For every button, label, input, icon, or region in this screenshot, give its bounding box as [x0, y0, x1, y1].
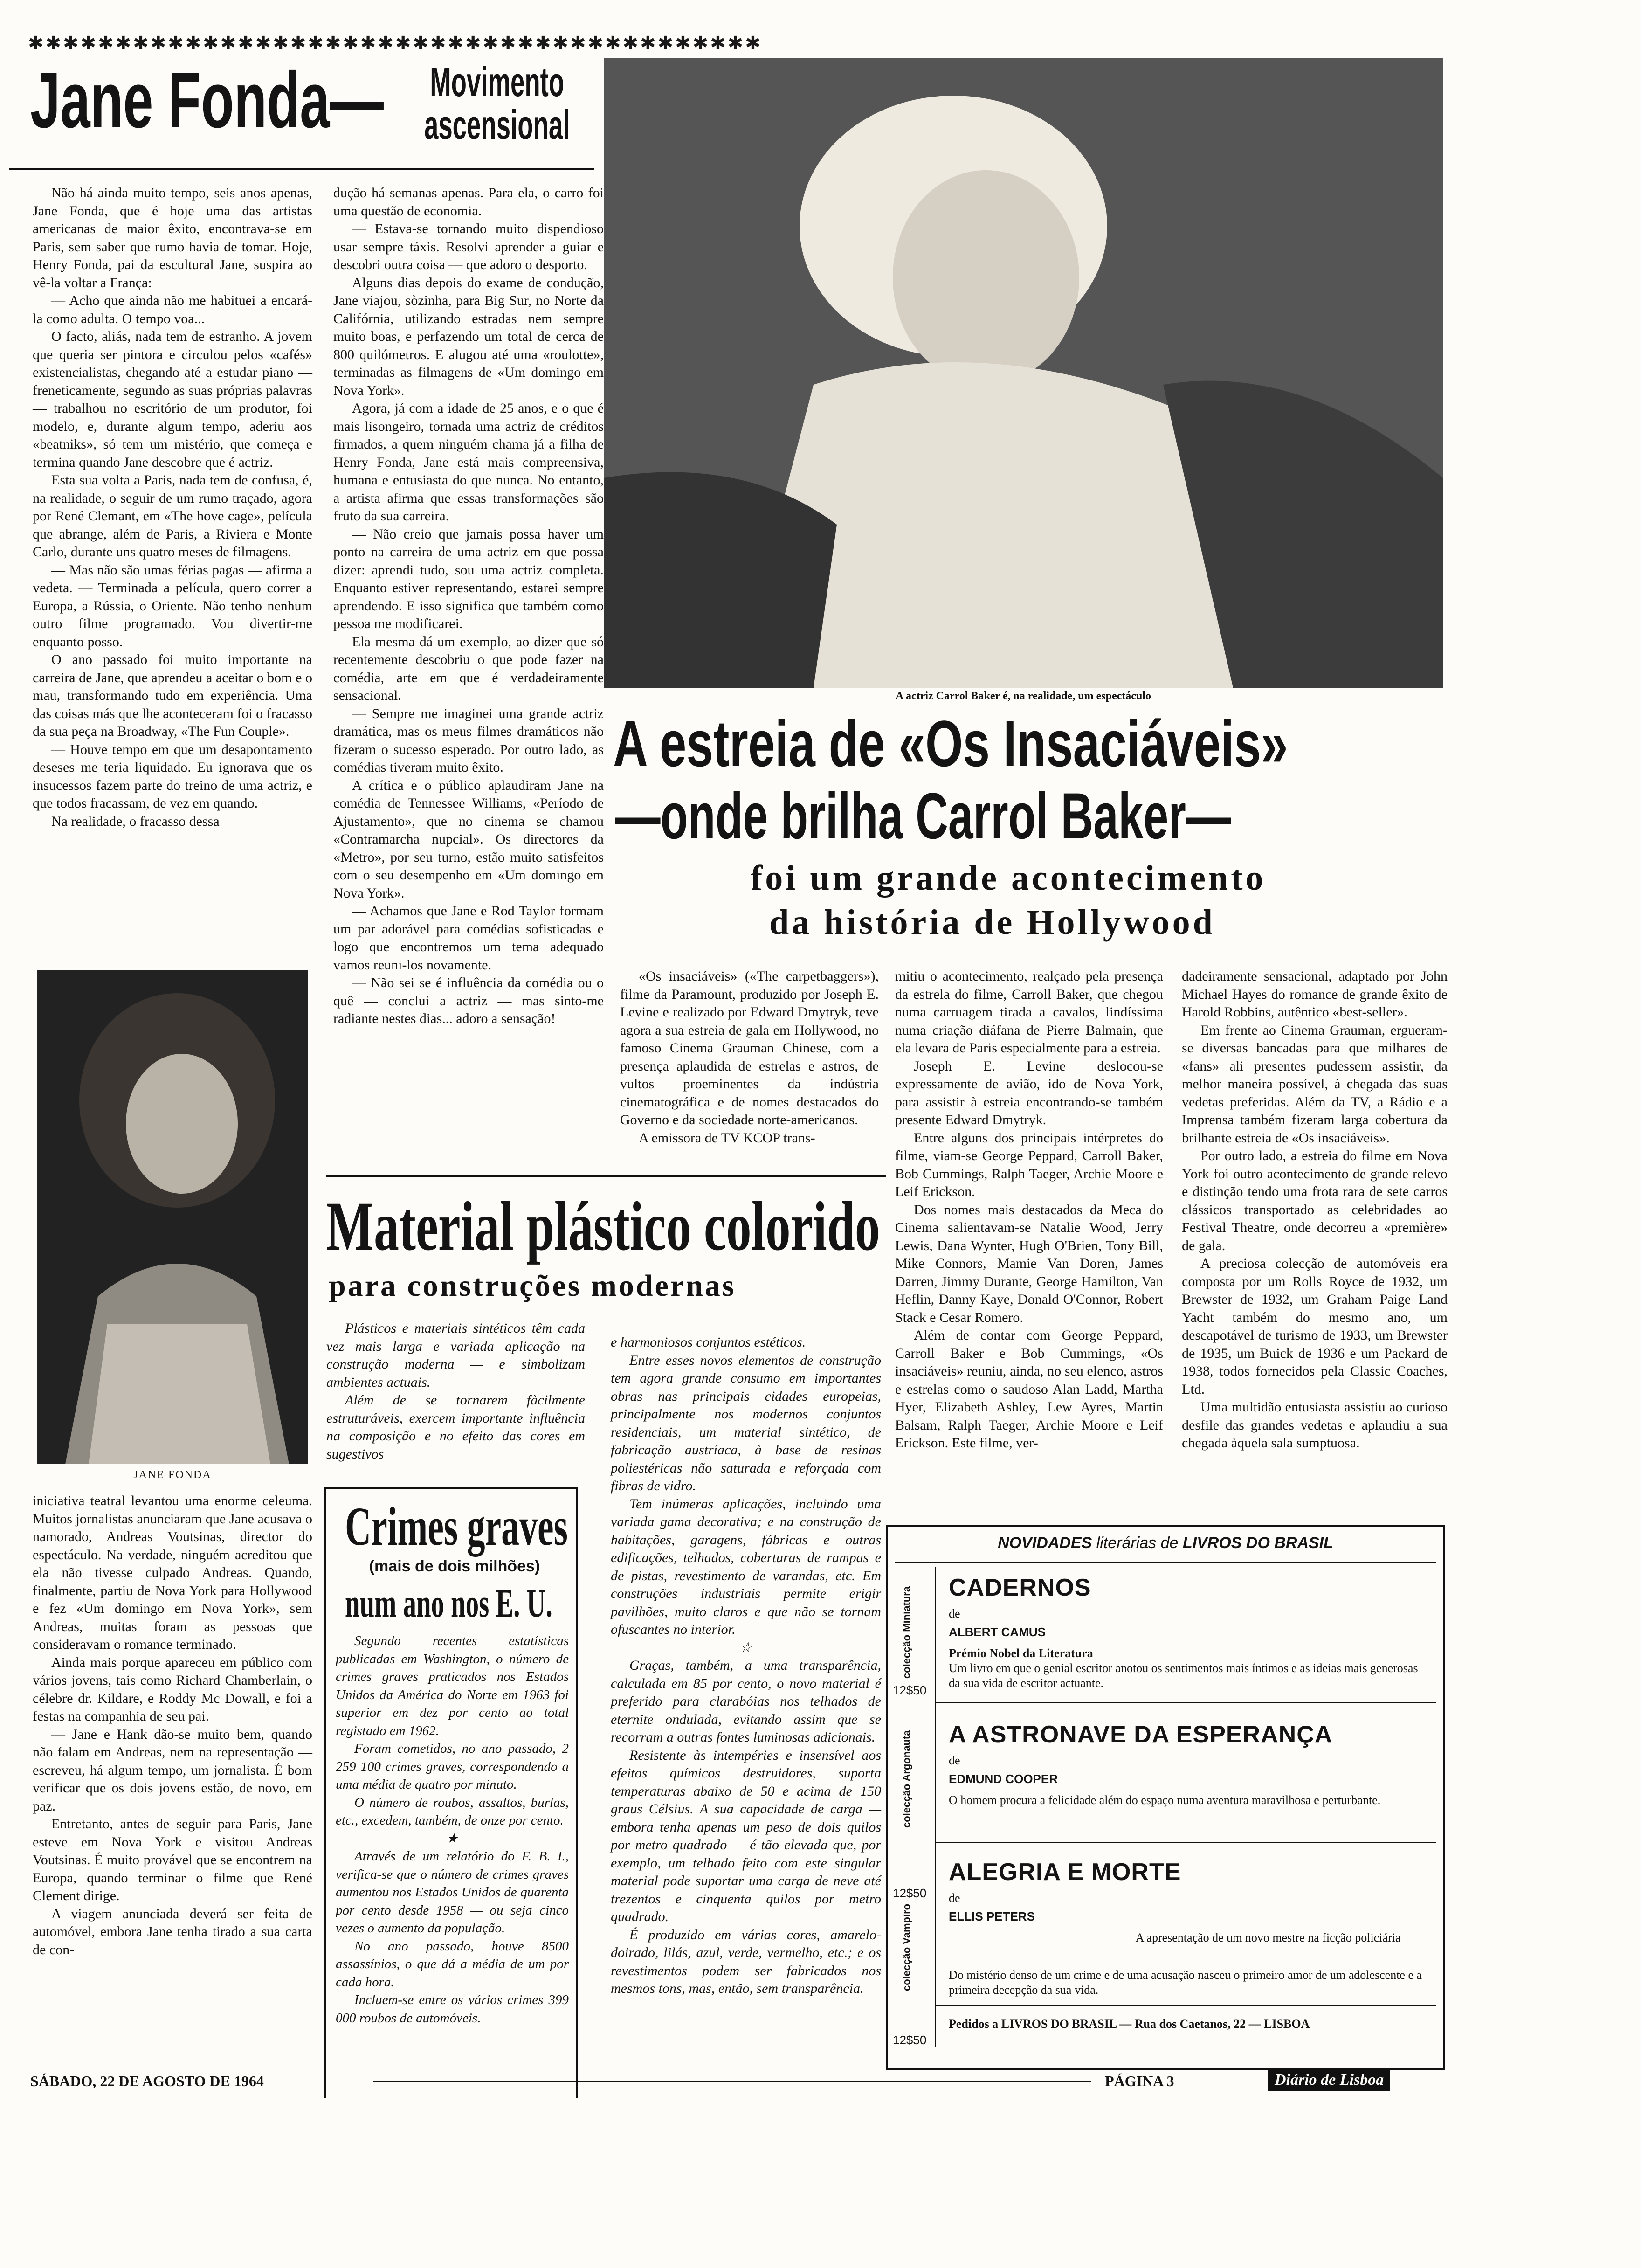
footer-date: SÁBADO, 22 DE AGOSTO DE 1964 [30, 2073, 264, 2089]
paragraph: Foram cometidos, no ano passado, 2 259 100 crimes graves, correspondendo a uma média de quatro por minuto. [336, 1741, 569, 1792]
baker-headline-1: A estreia de «Os Insaciáveis» [613, 707, 1288, 780]
paragraph: Alguns dias depois do exame de condução, Jane viajou, sòzinha, para Big Sur, no Norte da Califórnia, utilizando estradas nem sempre muito boas, e perfazendo um total de cerca de 800 quilómetros. E alugou até uma «roulotte», terminadas as filmagens de «Um domingo em Nova York». [333, 275, 604, 398]
books-order-line [949, 2017, 1310, 2032]
plastic-column-1 [326, 1320, 585, 1501]
book-note-policiaria: A apresentação de um novo mestre na ficção policiária [1135, 1931, 1401, 1944]
baker-subhead-2: da história de Hollywood [769, 903, 1215, 942]
paragraph: — Achamos que Jane e Rod Taylor formam um par adorável para comédias sofisticadas e logo que encontremos um tema adequado vamos reuni-los novamente. [333, 903, 604, 973]
paragraph: A emissora de TV KCOP trans- [639, 1130, 815, 1146]
paragraph: — Jane e Hank dão-se muito bem, quando não falam em Andreas, nem na representação — escreveu, há algum tempo, um jornalista. É bom verificar que os dois jovens estão, de novo, em paz. [33, 1726, 312, 1814]
price-miniatura: 12$50 [893, 1683, 927, 1697]
paragraph: — Estava-se tornando muito dispendioso usar sempre táxis. Resolvi aprender a guiar e descobri outra coisa — que adoro o desporto. [333, 221, 604, 272]
paragraph: O facto, aliás, nada tem de estranho. A jovem que queria ser pintora e circulou pelos «cafés» existencialistas, chegando até a estudar piano — freneticamente, segundo as suas próprias palavras — trabalhou no escritório de um produtor, foi modelo, e, durante algum tempo, aderiu aos «beatniks», só tem um mistério, que começa e termina quando Jane descobre que é actriz. [33, 329, 312, 470]
paragraph: «Os insaciáveis» («The carpetbaggers»), filme da Paramount, produzido por Joseph E. Levine e realizado por Edward Dmytryk, teve agora a sua estreia de gala em Hollywood, no famoso Cinema Grauman Chinese, com a presença aplaudida de estrelas e astros, de vultos proeminentes da indústria cinematográfica e de nomes destacados do Governo e da sociedade norte-americanos. [620, 968, 879, 1127]
crimes-body [336, 1632, 569, 2098]
paragraph: — Sempre me imaginei uma grande actriz dramática, mas os meus filmes dramáticos não fizeram o sucesso esperado. Por outro lado, as comédias tiveram muito êxito. [333, 705, 604, 775]
book-divider [935, 1702, 1436, 1703]
paragraph: Plásticos e materiais sintéticos têm cada vez mais larga e variada aplicação na construção moderna — e simbolizam ambientes actuais. [326, 1321, 585, 1390]
paragraph: Por outro lado, a estreia do filme em Nova York foi outro acontecimento de grande relevo e distinção tendo uma frota rara de sete carros clássicos transportado as celebridades ao Festival Theatre, onde decorreu a «première» de gala. [1182, 1148, 1448, 1253]
paragraph: — Acho que ainda não me habituei a encará-la como adulta. O tempo voa... [33, 293, 312, 326]
headline-jane-fonda: Jane Fonda [30, 56, 330, 145]
headline-subtitle [424, 61, 570, 146]
paragraph: Na realidade, o fracasso dessa [51, 813, 220, 829]
price-vampiro: 12$50 [893, 2033, 927, 2047]
paragraph: Em frente ao Cinema Grauman, ergueram-se diversas bancadas para que milhares de «fans» ali presentes pudessem assistir, da melhor maneira possível, à chegada das suas vedetas preferidas. Além da TV, a Rádio e a Imprensa também fizeram larga cobertura da brilhante estreia de «Os insaciáveis». [1182, 1022, 1448, 1146]
fonda-column-2 [333, 184, 604, 1149]
crimes-headline-3: num ano nos E. U. [345, 1581, 552, 1625]
book-desc-astronave: O homem procura a felicidade além do espaço numa aventura maravilhosa e perturbante. [949, 1793, 1381, 1807]
star-separator: ☆ [739, 1639, 752, 1655]
paragraph: Uma multidão entusiasta assistiu ao curioso desfile das grandes vedetas e aplaudiu a sua chegada àquela sala sumptuosa. [1182, 1399, 1448, 1451]
book-divider [935, 2005, 1436, 2006]
books-side-rule [935, 1567, 936, 2047]
paragraph: mitiu o acontecimento, realçado pela presença da estrela do filme, Carroll Baker, que chegou numa carruagem tirada a cavalos, lindíssima numa criação diáfana de Pierre Balmain, que ela levara de Paris especialmente para a estreia. [895, 968, 1163, 1056]
books-header-brand: LIVROS DO BRASIL [1182, 1534, 1333, 1552]
book-author-cooper: EDMUND COOPER [949, 1772, 1058, 1786]
paragraph: — Mas não são umas férias pagas — afirma a vedeta. — Terminada a película, quero correr a Europa, a Rússia, o Oriente. Não tenho nenhum outro filme programado. Vou divertir-me enquanto posso. [33, 562, 312, 650]
book-divider [935, 1842, 1436, 1843]
paragraph: dução há semanas apenas. Para ela, o carro foi uma questão de economia. [333, 185, 604, 219]
paragraph: e harmoniosos conjuntos estéticos. [611, 1335, 806, 1350]
footer-rule [373, 2081, 1091, 2082]
paragraph: Esta sua volta a Paris, nada tem de confusa, é, na realidade, o seguir de um rumo traçado, agora por René Clemant, em «The hove cage», película que abrange, além de Paris, a Riviera e Monte Carlo, durante uns quatro meses de filmagens. [33, 472, 312, 560]
paragraph: É produzido em várias cores, amarelo-doirado, lilás, azul, verde, vermelho, etc.; e os revestimentos podem ser fabricados nos mesmos tons, mas, então, sem transparência. [611, 1927, 881, 1996]
book-title-alegria: ALEGRIA E MORTE [949, 1859, 1181, 1886]
book-title-astronave: A ASTRONAVE DA ESPERANÇA [949, 1721, 1333, 1748]
plastic-rule [326, 1175, 886, 1177]
paragraph: Dos nomes mais destacados da Meca do Cinema salientavam-se Natalie Wood, Jerry Lewis, Dana Wynter, Hugh O'Brien, Tony Bill, Mike Connors, Mamie Van Doren, James Darren, Jimmy Durante, George Hamilton, Van Heflin, Danny Kaye, Donald O'Connor, Robert Stack e Cesar Romero. [895, 1202, 1163, 1325]
paragraph: Incluem-se entre os vários crimes 399 000 roubos de automóveis. [336, 1992, 569, 2026]
books-header-prefix: NOVIDADES [998, 1534, 1092, 1552]
book-desc-alegria: Do mistério denso de um crime e de uma acusação nasceu o primeiro amor de um adolescente e a primeira decepção da sua vida. [949, 1968, 1422, 1997]
paragraph: — Não creio que jamais possa haver um ponto na carreira de uma actriz em que possa dizer: aprendi tudo, sou uma actriz completa. Enquanto estiver representando, estarei sempre aprendendo. E isso significa que também como pessoa me modificarei. [333, 526, 604, 631]
headline-dash: — [330, 56, 384, 145]
paragraph: — Não sei se é influência da comédia ou o quê — conclui a actriz — mas sinto-me radiante nestes dias... adoro a sensação! [333, 975, 604, 1026]
book-de: de [949, 1891, 960, 1905]
book-de: de [949, 1754, 960, 1767]
coleccao-miniatura-label: colecção Miniatura [901, 1586, 912, 1679]
masthead-badge: Diário de Lisboa [1268, 2069, 1390, 2091]
carrol-baker-photo [604, 58, 1443, 688]
paragraph: Ela mesma dá um exemplo, ao dizer que só recentemente descobriu o que pode fazer na comédia, arte em que é verdadeiramente sensacional. [333, 634, 604, 703]
paragraph: Entre esses novos elementos de construção tem agora grande consumo em importantes obras nas principais cidades europeias, principalmente nos modernos conjuntos residenciais, um material sintético, de fabricação austríaca, à base de resinas poliestéricas não saturada e reforçada com fibras de vidro. [611, 1352, 881, 1494]
coleccao-argonauta-label: colecção Argonauta [901, 1730, 912, 1828]
baker-subhead-1: foi um grande acontecimento [751, 858, 1266, 898]
book-author-peters: ELLIS PETERS [949, 1909, 1035, 1923]
star-border-top: ✱✱✱✱✱✱✱✱✱✱✱✱✱✱✱✱✱✱✱✱✱✱✱✱✱✱✱✱✱✱✱✱✱✱✱✱✱✱✱✱✱✱ [28, 33, 763, 54]
paragraph: No ano passado, houve 8500 assassínios, o que dá a média de um por cada hora. [336, 1938, 569, 1990]
paragraph: Tem inúmeras aplicações, incluindo uma variada gama decorativa; e na construção de habitações, garagens, fábricas e outras edificações, telhados, coberturas de rampas e de pistas, revestimento de varandas, etc. Em construções industriais permite erigir pavilhões, muito claros e que não se tornam ofuscantes no interior. [611, 1496, 881, 1637]
carrol-baker-portrait-illustration [604, 58, 1443, 688]
books-header-rule [895, 1562, 1436, 1563]
paragraph: A crítica e o público aplaudiram Jane na comédia de Tennessee Williams, «Período de Ajustamento», que no cinema se chamou «Contramarcha nupcial». Os directores da «Metro», por seu turno, estão muito satisfeitos com o seu desempenho em «Um domingo em Nova York». [333, 777, 604, 901]
paragraph: Agora, já com a idade de 25 anos, e o que é mais lisongeiro, tornada uma actriz de créditos firmados, a quem ninguém chama já a filha de Henry Fonda, Jane está mais compreensiva, humana e entusiasta do que nunca. No entanto, a artista afirma que essas transformações são fruto da sua carreira. [333, 401, 604, 524]
footer-page-number: PÁGINA 3 [1105, 2073, 1174, 2089]
paragraph: Resistente às intempéries e insensível aos efeitos químicos destruidores, suporta temperaturas abaixo de 50 e acima de 150 graus Célsius. A sua capacidade de carga — embora tenha apenas um peso de dois quilos por metro quadrado — é tão elevada que, por exemplo, um telhado feito com este singular material pode suportar uma carga de neve até trezentos e cinquenta quilos por metro quadrado. [611, 1747, 881, 1924]
plastic-headline: Material plástico colorido [326, 1188, 880, 1265]
page-title [30, 56, 384, 145]
jane-fonda-caption: JANE FONDA [133, 1469, 212, 1481]
paragraph: Entretanto, antes de seguir para Paris, Jane esteve em Nova York e visitou Andreas Voutsinas. É muito provável que se encontrem na Europa, quando terminar o filme que René Clement dirige. [33, 1816, 312, 1903]
jane-fonda-portrait-illustration [37, 970, 308, 1464]
books-header [893, 1534, 1438, 1552]
subtitle-line-1: Movimento [430, 59, 565, 105]
baker-column-2 [895, 968, 1163, 1508]
baker-column-1 [620, 968, 879, 1173]
paragraph: Através de um relatório do F. B. I., verifica-se que o número de crimes graves aumentou nos Estados Unidos de quarenta por cento desde 1958 — ou seja cinco vezes o aumento da população. [336, 1849, 569, 1936]
fonda-column-1-lower [33, 1492, 312, 2070]
paragraph: Além de se tornarem fàcilmente estruturáveis, exercem importante influência na composição e no efeito das cores em sugestivos [326, 1392, 585, 1462]
paragraph: — Houve tempo em que um desapontamento deseses me teria liquidado. Eu ignorava que os insucessos fazem parte do treino de uma actriz, e que todos fracassam, de vez em quando. [33, 741, 312, 811]
baker-headline-2: —onde brilha Carrol Baker— [615, 779, 1231, 852]
coleccao-vampiro-label: colecção Vampiro [901, 1903, 912, 1991]
book-desc-cadernos: Um livro em que o genial escritor anotou os sentimentos mais íntimos e as ideias mais generosas da sua vida de escritor actuante. [949, 1661, 1418, 1690]
plastic-subhead: para construções modernas [329, 1269, 736, 1303]
paragraph: O ano passado foi muito importante na carreira de Jane, que aprendeu a aceitar o bom e o mau, transformando tudo em experiência. Uma das coisas más que lhe aconteceram foi o fracasso da sua peça na Broadway, «The Fun Couple». [33, 652, 312, 739]
plastic-column-2 [611, 1334, 881, 2098]
paragraph: O número de roubos, assaltos, burlas, etc., excedem, também, de onze por cento. [336, 1795, 569, 1828]
price-argonauta: 12$50 [893, 1886, 927, 1900]
book-note-nobel: Prémio Nobel da Literatura [949, 1646, 1093, 1660]
carrol-baker-caption: A actriz Carrol Baker é, na realidade, um espectáculo [896, 690, 1151, 702]
books-order-prefix: Pedidos a [949, 2017, 999, 2031]
jane-fonda-photo [37, 970, 308, 1464]
paragraph: dadeiramente sensacional, adaptado por John Michael Hayes do romance de grande êxito de Harold Robbins, autêntico «best-seller». [1182, 968, 1448, 1020]
paragraph: Além de contar com George Peppard, Carroll Baker e Bob Cummings, «Os insaciáveis» reuniu, ainda, no seu elenco, astros e estrelas como o saudoso Alan Ladd, Martha Hyer, Elizabeth Ashley, Lew Ayres, Martin Balsam, Ralph Taeger, Archie Moore e Leif Erickson. Este filme, ver- [895, 1328, 1163, 1451]
books-header-mid: literárias de [1096, 1534, 1179, 1552]
book-de: de [949, 1607, 960, 1620]
paragraph: Graças, também, a uma transparência, calculada em 85 por cento, o novo material é preferido para clarabóias nos telhados de eternite ondulada, evitando assim que se recorram a outras fontes luminosas adicionais. [611, 1658, 881, 1745]
paragraph: A viagem anunciada deverá ser feita de automóvel, embora Jane tenha tirado a sua carta de con- [33, 1906, 312, 1957]
headline-rule [9, 168, 594, 170]
crimes-headline-1: Crimes graves [345, 1496, 568, 1557]
crimes-headline-2: (mais de dois milhões) [369, 1557, 540, 1575]
book-title-cadernos: CADERNOS [949, 1574, 1091, 1601]
subtitle-line-2: ascensional [424, 102, 570, 148]
paragraph: Ainda mais porque apareceu em público com vários jovens, tais como Richard Chamberlain, o célebre dr. Kildare, e Roddy Mc Dowall, e foi a festas na companhia de seu pai. [33, 1654, 312, 1724]
books-order-brand: LIVROS DO BRASIL [1001, 2017, 1117, 2031]
paragraph: Entre alguns dos principais intérpretes do filme, viam-se George Peppard, Carroll Baker, Bob Cummings, Ralph Taeger, Archie Moore e Leif Erickson. [895, 1130, 1163, 1199]
book-author-camus: ALBERT CAMUS [949, 1625, 1046, 1639]
star-separator: ★ [446, 1831, 458, 1846]
fonda-column-1 [33, 184, 312, 958]
paragraph: iniciativa teatral levantou uma enorme celeuma. Muitos jornalistas anunciaram que Jane acusava o namorado, Andreas Voutsinas, director do espectáculo. Na verdade, ninguém acreditou que ela não tivesse culpado Andreas. Quando, finalmente, partiu de Nova York para Hollywood e fez «Um domingo em Nova York», sem Andreas, muitas foram as pessoas que consideravam o romance terminado. [33, 1493, 312, 1652]
paragraph: A preciosa colecção de automóveis era composta por um Rolls Royce de 1932, um Brewster de 1932, um Graham Paige Land Yacht também do mesmo ano, um descapotável de turismo de 1933, um Brewster de 1935, um Buick de 1936 e um Packard de 1938, todos fornecidos pela Classic Coaches, Ltd. [1182, 1256, 1448, 1397]
paragraph: Segundo recentes estatísticas publicadas em Washington, o número de crimes graves praticados nos Estados Unidos da América do Norte em 1963 foi superior em dez por cento ao total registado em 1962. [336, 1633, 569, 1738]
paragraph: Joseph E. Levine deslocou-se expressamente de avião, ido de Nova York, para assistir à estreia encontrando-se também presente Edward Dmytryk. [895, 1058, 1163, 1127]
books-order-address: — Rua dos Caetanos, 22 — LISBOA [1119, 2017, 1310, 2031]
paragraph: Não há ainda muito tempo, seis anos apenas, Jane Fonda, que é hoje uma das artistas americanas de maior êxito, encontrava-se em Paris, sem saber que rumo havia de tomar. Hoje, Henry Fonda, pai da escultural Jane, suspira ao vê-la voltar a França: [33, 185, 312, 290]
baker-column-3 [1182, 968, 1448, 1508]
